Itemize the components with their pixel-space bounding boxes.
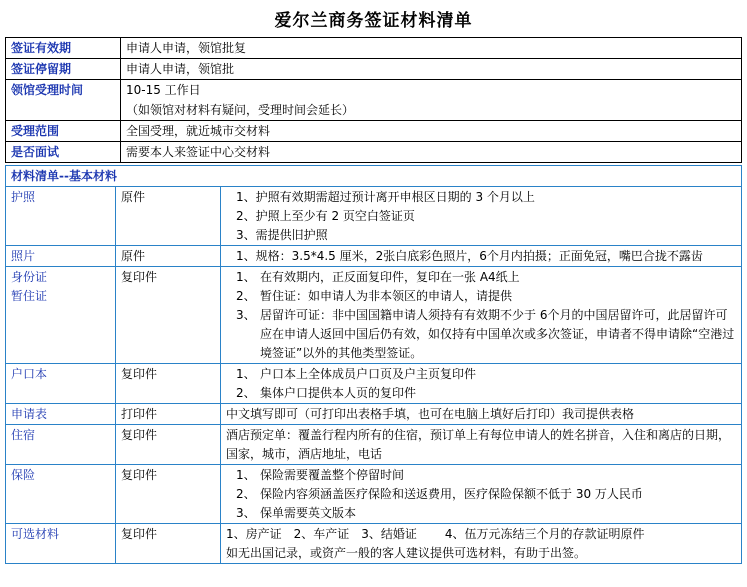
material-requirements xyxy=(221,187,742,246)
table-row xyxy=(6,425,742,465)
item-text: 在有效期内，正反面复印件，复印在一张 A4纸上 xyxy=(260,270,520,284)
material-requirements xyxy=(221,524,742,564)
item-number: 1、 xyxy=(236,367,256,381)
table-row xyxy=(6,364,742,404)
table-row xyxy=(6,142,742,163)
table-row xyxy=(6,38,742,59)
item-number: 2、 xyxy=(236,289,256,303)
material-requirements xyxy=(221,425,742,465)
optional-item: 3、结婚证 xyxy=(361,527,417,541)
requirement-line xyxy=(226,365,736,384)
requirement-line xyxy=(226,485,736,504)
material-type: 复印件 xyxy=(116,524,221,564)
info-label: 签证停留期 xyxy=(6,59,121,80)
item-text: 暂住证：如申请人为非本领区的申请人，请提供 xyxy=(260,289,513,303)
requirement-line xyxy=(226,268,736,287)
processing-note: （如领馆对材料有疑问，受理时间会延长） xyxy=(126,103,355,117)
material-name: 申请表 xyxy=(6,404,116,425)
requirement-line xyxy=(226,287,736,306)
material-requirements xyxy=(221,404,742,425)
item-text: 保单需要英文版本 xyxy=(260,506,357,520)
item-text: 户口本上全体成员户口页及户主页复印件 xyxy=(260,367,477,381)
table-row xyxy=(6,524,742,564)
requirement-line: 中文填写即可（可打印出表格手填，也可在电脑上填好后打印）我司提供表格 xyxy=(226,407,635,421)
material-type: 打印件 xyxy=(116,404,221,425)
material-name-primary: 身份证 xyxy=(11,270,48,284)
requirement-line xyxy=(226,466,736,485)
item-text: 居留许可证：非中国国籍申请人须持有有效期不少于 6个月的中国居留许可，此居留许可应在申请人返回中国后仍有效，如仅持有中国单次或多次签证，申请者不得申请除“空港过境签证”以外的其他类型签证。 xyxy=(260,308,735,360)
item-number: 1、 xyxy=(236,468,256,482)
section-header: 材料清单--基本材料 xyxy=(6,166,742,187)
item-number: 3、 xyxy=(236,308,256,322)
requirement-line: 如无出国记录，或资产一般的客人建议提供可选材料，有助于出签。 xyxy=(226,546,587,560)
visa-info-table xyxy=(5,37,742,163)
material-type: 复印件 xyxy=(116,267,221,364)
material-name: 照片 xyxy=(6,246,116,267)
material-type: 复印件 xyxy=(116,364,221,404)
processing-days: 10-15 工作日 xyxy=(126,83,201,97)
requirement-line: 2、护照上至少有 2 页空白签证页 xyxy=(236,209,415,223)
table-row xyxy=(6,246,742,267)
requirement-line xyxy=(226,384,736,403)
material-name: 可选材料 xyxy=(6,524,116,564)
material-name: 保险 xyxy=(6,465,116,524)
requirement-line: 3、需提供旧护照 xyxy=(236,228,328,242)
info-value xyxy=(121,80,742,121)
info-label: 签证有效期 xyxy=(6,38,121,59)
table-row xyxy=(6,465,742,524)
material-name: 户口本 xyxy=(6,364,116,404)
requirement-line: 1、规格：3.5*4.5 厘米，2张白底彩色照片，6个月内拍摄；正面免冠，嘴巴合拢不露齿 xyxy=(236,249,703,263)
info-value: 需要本人来签证中心交材料 xyxy=(121,142,742,163)
info-label: 领馆受理时间 xyxy=(6,80,121,121)
material-requirements xyxy=(221,364,742,404)
requirement-line xyxy=(226,306,736,363)
table-row xyxy=(6,59,742,80)
material-type: 复印件 xyxy=(116,425,221,465)
item-text: 保险内容须涵盖医疗保险和送返费用，医疗保险保额不低于 30 万人民币 xyxy=(260,487,643,501)
requirement-line xyxy=(226,504,736,523)
info-value: 申请人申请，领馆批 xyxy=(121,59,742,80)
material-requirements xyxy=(221,267,742,364)
material-requirements xyxy=(221,465,742,524)
table-row xyxy=(6,404,742,425)
optional-item: 2、车产证 xyxy=(293,527,350,541)
requirement-line: 1、护照有效期需超过预计离开申根区日期的 3 个月以上 xyxy=(236,190,535,204)
item-number: 1、 xyxy=(236,270,256,284)
materials-table xyxy=(5,165,742,564)
item-number: 2、 xyxy=(236,487,256,501)
optional-item: 1、房产证 xyxy=(226,527,282,541)
item-text: 保险需要覆盖整个停留时间 xyxy=(260,468,405,482)
material-name-secondary: 暂住证 xyxy=(11,289,48,303)
item-text: 集体户口提供本人页的复印件 xyxy=(260,386,417,400)
material-type: 原件 xyxy=(116,187,221,246)
info-label: 是否面试 xyxy=(6,142,121,163)
page-title: 爱尔兰商务签证材料清单 xyxy=(274,11,473,31)
optional-item: 4、伍万元冻结三个月的存款证明原件 xyxy=(444,527,645,541)
table-row xyxy=(6,166,742,187)
table-row xyxy=(6,187,742,246)
material-type: 原件 xyxy=(116,246,221,267)
table-row xyxy=(6,267,742,364)
material-type: 复印件 xyxy=(116,465,221,524)
material-name: 护照 xyxy=(6,187,116,246)
info-value: 全国受理，就近城市交材料 xyxy=(121,121,742,142)
table-row xyxy=(6,121,742,142)
info-label: 受理范围 xyxy=(6,121,121,142)
item-number: 3、 xyxy=(236,506,256,520)
requirement-line xyxy=(226,525,736,544)
item-number: 2、 xyxy=(236,386,256,400)
material-name: 住宿 xyxy=(6,425,116,465)
material-name xyxy=(6,267,116,364)
table-row xyxy=(6,80,742,121)
material-requirements xyxy=(221,246,742,267)
info-value: 申请人申请，领馆批复 xyxy=(121,38,742,59)
requirement-line: 酒店预定单：覆盖行程内所有的住宿，预订单上有每位申请人的姓名拼音，入住和离店的日期，国家，城市，酒店地址，电话 xyxy=(226,428,731,461)
